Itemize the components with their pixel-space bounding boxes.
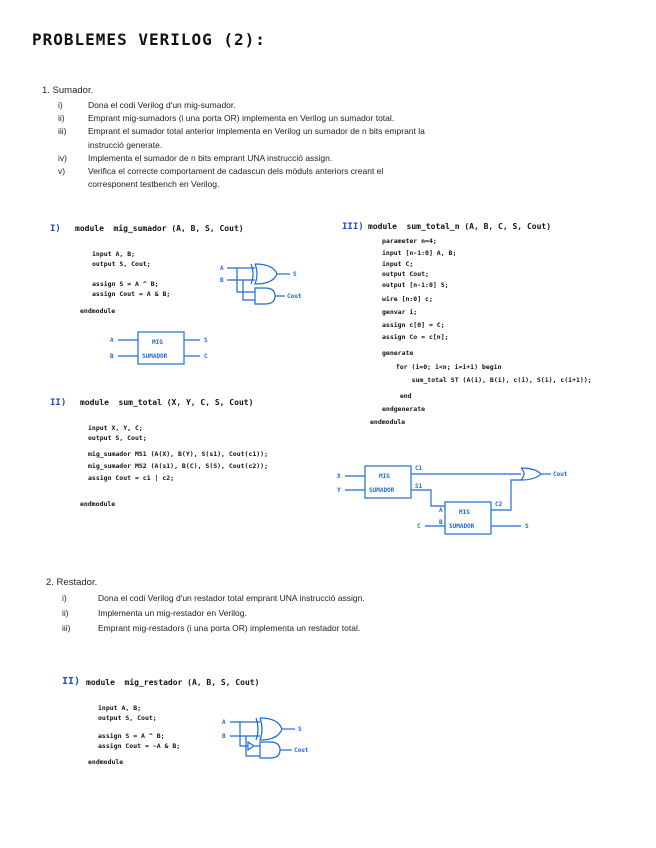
code-3-line: wire [n:0] c; xyxy=(382,295,433,303)
section-2-item-number: iii) xyxy=(62,623,71,633)
svg-text:SUMADOR: SUMADOR xyxy=(142,353,168,360)
code-2-line: mig_sumador MS1 (A(X), B(Y), S(s1), Cout(c1)); xyxy=(88,450,269,458)
code-4-line: assign Cout = ~A & B; xyxy=(98,742,181,750)
code-2-label: II) xyxy=(50,398,67,408)
code-1-line: endmodule xyxy=(80,307,116,315)
svg-text:B: B xyxy=(439,519,443,526)
svg-text:MIG: MIG xyxy=(379,473,390,480)
svg-text:S1: S1 xyxy=(415,483,423,490)
svg-text:A: A xyxy=(439,507,443,514)
code-4-line: output S, Cout; xyxy=(98,714,157,722)
section-1-heading: 1. Sumador. xyxy=(42,85,94,96)
label-a: A xyxy=(220,265,224,272)
svg-text:C1: C1 xyxy=(415,465,423,472)
code-3-line: genvar i; xyxy=(382,308,418,316)
svg-text:S: S xyxy=(204,337,208,344)
section-1-item-number: iv) xyxy=(58,152,67,163)
code-3-line: endmodule xyxy=(370,418,406,426)
section-1-item-text: instrucció generate. xyxy=(88,139,163,150)
code-3-line: generate xyxy=(382,349,414,357)
half-adder-gates-diagram xyxy=(215,258,325,308)
code-1-line: input A, B; xyxy=(92,250,136,258)
half-adder-block xyxy=(110,330,220,366)
code-4-line: assign S = A ^ B; xyxy=(98,732,165,740)
section-2-heading: 2. Restador. xyxy=(46,577,98,588)
svg-text:SUMADOR: SUMADOR xyxy=(449,523,475,530)
code-4-header: module mig_restador (A, B, S, Cout) xyxy=(86,678,260,687)
code-1-line: output S, Cout; xyxy=(92,260,151,268)
svg-text:C: C xyxy=(417,523,421,530)
code-1-label: I) xyxy=(50,224,61,234)
code-2-line: output S, Cout; xyxy=(88,434,147,442)
label-s: S xyxy=(293,271,297,278)
section-1-item-number: i) xyxy=(58,100,63,110)
svg-text:X: X xyxy=(337,473,341,480)
svg-text:Cout: Cout xyxy=(553,471,568,478)
code-2-line: endmodule xyxy=(80,500,116,508)
section-1-item-number: v) xyxy=(58,166,66,176)
section-1-item-number: ii) xyxy=(58,113,65,124)
svg-text:C2: C2 xyxy=(495,501,503,508)
code-3-label: III) xyxy=(342,222,364,232)
svg-text:B: B xyxy=(222,733,226,740)
code-3-header: module sum_total_n (A, B, C, S, Cout) xyxy=(368,222,552,231)
half-subtractor-gates-diagram xyxy=(220,712,330,762)
code-1-line: assign Cout = A & B; xyxy=(92,290,171,298)
svg-text:A: A xyxy=(222,719,226,726)
section-1-item-text: Emprant el sumador total anterior implementa en Verilog un sumador de n bits emprant la xyxy=(88,126,425,137)
label-cout: Cout xyxy=(287,293,302,300)
code-3-line: for (i=0; i<n; i=i+1) begin xyxy=(388,363,502,371)
section-2-item-text: Dona el codi Verilog d'un restador total emprant UNA instrucció assign. xyxy=(98,593,365,603)
code-3-line: output [n-1:0] S; xyxy=(382,281,449,289)
svg-text:MIG: MIG xyxy=(152,339,163,346)
section-1-item-text: Implementa el sumador de n bits emprant UNA instrucció assign. xyxy=(88,152,333,163)
code-3-line: sum_total ST (A(i), B(i), c(i), S(i), c(i+1)); xyxy=(396,376,592,384)
section-1-item-number: iii) xyxy=(58,126,67,137)
section-1-item-text: Verifica el correcte comportament de cadascun dels mòduls anteriors creant el xyxy=(88,166,384,176)
code-2-line: input X, Y, C; xyxy=(88,424,143,432)
svg-text:SUMADOR: SUMADOR xyxy=(369,487,395,494)
section-2-item-text: Implementa un mig-restador en Verilog. xyxy=(98,608,247,618)
code-2-line: assign Cout = c1 | c2; xyxy=(88,474,175,482)
code-3-line: input C; xyxy=(382,260,414,268)
section-2-item-text: Emprant mig-restadors (i una porta OR) implementa un restador total. xyxy=(98,623,361,633)
code-3-line: output Cout; xyxy=(382,270,429,278)
code-4-line: endmodule xyxy=(88,758,124,766)
code-4-line: input A, B; xyxy=(98,704,142,712)
section-2-item-number: ii) xyxy=(62,608,69,618)
label-b: B xyxy=(220,277,224,284)
code-3-line: parameter n=4; xyxy=(382,237,437,245)
code-3-line: input [n-1:0] A, B; xyxy=(382,249,457,257)
code-1-line: assign S = A ^ B; xyxy=(92,280,159,288)
code-3-line: endgenerate xyxy=(382,405,426,413)
code-3-line: end xyxy=(392,392,412,400)
page-title: PROBLEMES VERILOG (2): xyxy=(32,30,266,49)
svg-text:MIG: MIG xyxy=(459,509,470,516)
code-4-label: II) xyxy=(62,676,81,687)
section-1-item-text: Emprant mig-sumadors (i una porta OR) implementa en Verilog un sumador total. xyxy=(88,113,395,124)
section-1-item-text: Dona el codi Verilog d'un mig-sumador. xyxy=(88,100,236,110)
svg-text:Cout: Cout xyxy=(294,747,309,754)
code-3-line: assign Co = c[n]; xyxy=(382,333,449,341)
svg-text:S: S xyxy=(298,726,302,733)
code-2-line: mig_sumador MS2 (A(s1), B(C), S(S), Cout(c2)); xyxy=(88,462,269,470)
svg-text:S: S xyxy=(525,523,529,530)
code-1-header: module mig_sumador (A, B, S, Cout) xyxy=(75,224,244,233)
svg-text:A: A xyxy=(110,337,114,344)
code-3-line: assign c[0] = C; xyxy=(382,321,445,329)
code-2-header: module sum_total (X, Y, C, S, Cout) xyxy=(80,398,254,407)
svg-text:B: B xyxy=(110,353,114,360)
section-2-item-number: i) xyxy=(62,593,67,603)
svg-text:C: C xyxy=(204,353,208,360)
full-adder-block-diagram xyxy=(335,462,575,542)
section-1-item-text: corresponent testbench en Verilog. xyxy=(88,179,220,190)
svg-text:Y: Y xyxy=(337,487,341,494)
